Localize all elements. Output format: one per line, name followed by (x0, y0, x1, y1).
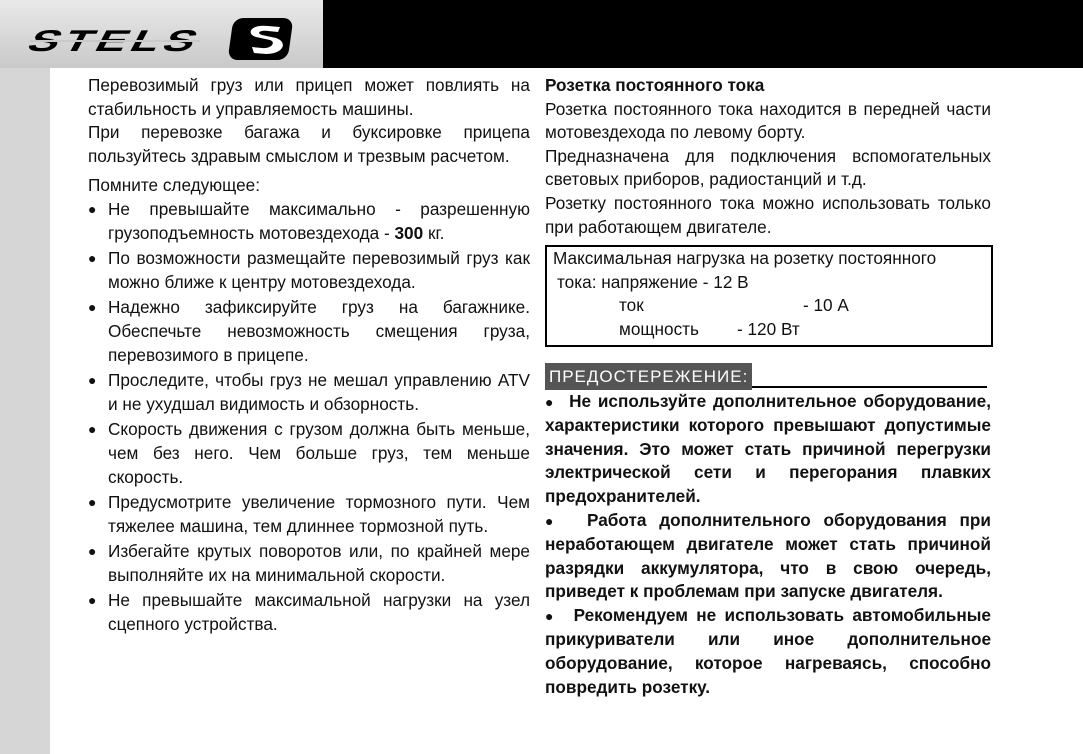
bullet-icon: ● (545, 607, 557, 624)
warning-item: ● Не используйте дополнительное оборудование, характеристики которого превышают допустимые значения. Это может стать причиной перегрузки электрической сети и перегорания плавких предохранителей. (545, 390, 991, 506)
list-item: ● Не превышайте максимальной нагрузки на узел сцепного устройства. (88, 589, 530, 636)
warning-item: ● Работа дополнительного оборудования при неработающем двигателе может стать причиной разрядки аккумулятора, что в свою очередь, приведет к проблемам при запуске двигателя. (545, 509, 991, 602)
warning-header (545, 360, 991, 390)
max-load-value: 300 (394, 222, 424, 243)
power-value: - 120 Вт (737, 318, 800, 339)
socket-usage-paragraph: Розетку постоянного тока можно использовать только при работающем двигателе. (545, 192, 991, 237)
voltage-value: - 12 В (702, 271, 749, 292)
right-column (545, 74, 991, 699)
current-value: - 10 А (803, 295, 849, 316)
list-item: ● Предусмотрите увеличение тормозного пути. Чем тяжелее машина, тем длиннее тормозной путь. (88, 491, 530, 538)
warning-underline (752, 386, 987, 388)
intro-paragraph-2: При перевозке багажа и буксировке прицепа пользуйтесь здравым смыслом и трезвым расчетом. (88, 122, 530, 166)
current-label: ток (619, 295, 644, 316)
list-item: ● По возможности размещайте перевозимый груз как можно ближе к центру мотовездехода. (88, 247, 530, 294)
left-column (88, 74, 530, 639)
list-item: ● Надежно зафиксируйте груз на багажнике. Обеспечьте невозможность смещения груза, перевозимого в прицепе. (88, 296, 530, 367)
brand-logo (0, 0, 323, 68)
power-label: мощность (619, 318, 699, 339)
section-title: Розетка постоянного тока (545, 75, 765, 95)
side-margin-strip (0, 68, 50, 754)
max-load-title: Максимальная нагрузка на розетку постоянного (553, 248, 937, 269)
stels-logo-icon (0, 0, 323, 68)
list-item: ● Избегайте крутых поворотов или, по крайней мере выполняйте их на минимальной скорости. (88, 540, 530, 587)
cargo-rules-list (88, 198, 530, 637)
bullet-icon: ● (545, 393, 556, 410)
voltage-label: тока: напряжение (557, 271, 698, 292)
list-item: ● Скорость движения с грузом должна быть меньше, чем без него. Чем больше груз, тем меньше скорость. (88, 418, 530, 489)
list-item: ● Не превышайте максимально - разрешенную грузоподъемность мотовездехода - 300 кг. (88, 198, 530, 245)
bullet-icon: ● (545, 512, 562, 529)
warning-label: ПРЕДОСТЕРЕЖЕНИЕ: (545, 363, 752, 390)
socket-purpose-paragraph: Предназначена для подключения вспомогательных световых приборов, радиостанций и т.д. (545, 145, 991, 190)
remember-heading: Помните следующее: (88, 175, 260, 196)
stels-s-badge-icon (228, 18, 294, 60)
max-load-box (545, 245, 993, 346)
brand-wordmark: STELS (21, 23, 151, 58)
warning-item: ● Рекомендуем не использовать автомобильные прикуриватели или иное дополнительное оборудование, которое нагреваясь, способно повредить розетку. (545, 604, 991, 697)
list-item: ● Проследите, чтобы груз не мешал управлению ATV и не ухудшал видимость и обзорность. (88, 369, 530, 416)
intro-paragraph-1: Перевозимый груз или прицеп может повлиять на стабильность и управляемость машины. (88, 75, 530, 119)
socket-location-paragraph: Розетка постоянного тока находится в передней части мотовездехода по левому борту. (545, 98, 991, 143)
